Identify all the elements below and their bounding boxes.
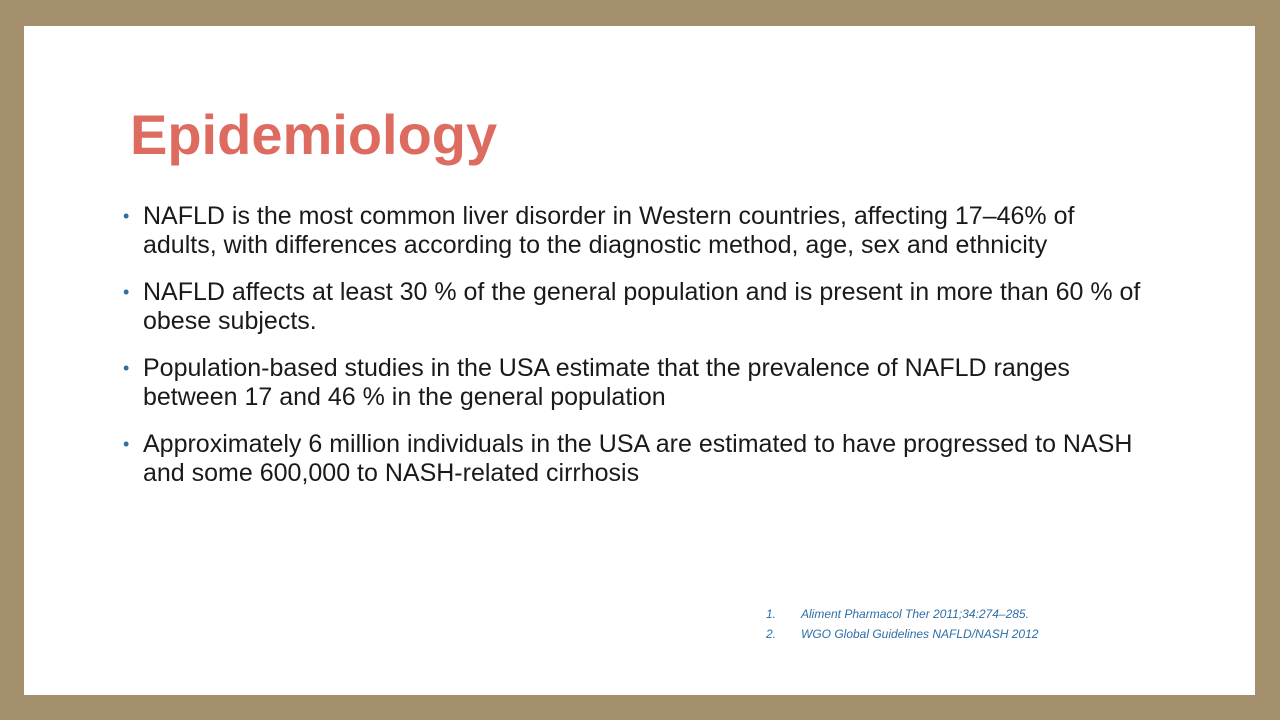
reference-text: WGO Global Guidelines NAFLD/NASH 2012 xyxy=(801,627,1039,641)
bullet-marker: • xyxy=(123,434,130,454)
bullet-text: Approximately 6 million individuals in the USA are estimated to have progressed to NASH and some 600,000 to NASH-related cirrhosis xyxy=(143,430,1133,487)
slide xyxy=(24,26,1255,695)
bullet-text: NAFLD is the most common liver disorder in Western countries, affecting 17–46% of adults, with differences according to the diagnostic method, age, sex and ethnicity xyxy=(143,202,1075,259)
bullet-text: NAFLD affects at least 30 % of the general population and is present in more than 60 % of obese subjects. xyxy=(143,278,1141,335)
bullet-marker: • xyxy=(123,282,130,302)
bullet-item xyxy=(123,202,1153,260)
reference-number: 2. xyxy=(766,627,777,641)
reference-text: Aliment Pharmacol Ther 2011;34:274–285. xyxy=(801,607,1029,621)
reference-list xyxy=(766,604,1038,644)
bullet-item xyxy=(123,430,1153,488)
reference-item xyxy=(766,604,1038,624)
bullet-marker: • xyxy=(123,358,130,378)
bullet-text: Population-based studies in the USA estimate that the prevalence of NAFLD ranges between 17 and 46 % in the general population xyxy=(143,354,1070,411)
slide-title: Epidemiology xyxy=(130,103,498,166)
reference-item xyxy=(766,624,1038,644)
bullet-item xyxy=(123,278,1153,336)
bullet-marker: • xyxy=(123,206,130,226)
bullet-list xyxy=(123,202,1153,506)
bullet-item xyxy=(123,354,1153,412)
reference-number: 1. xyxy=(766,607,777,621)
